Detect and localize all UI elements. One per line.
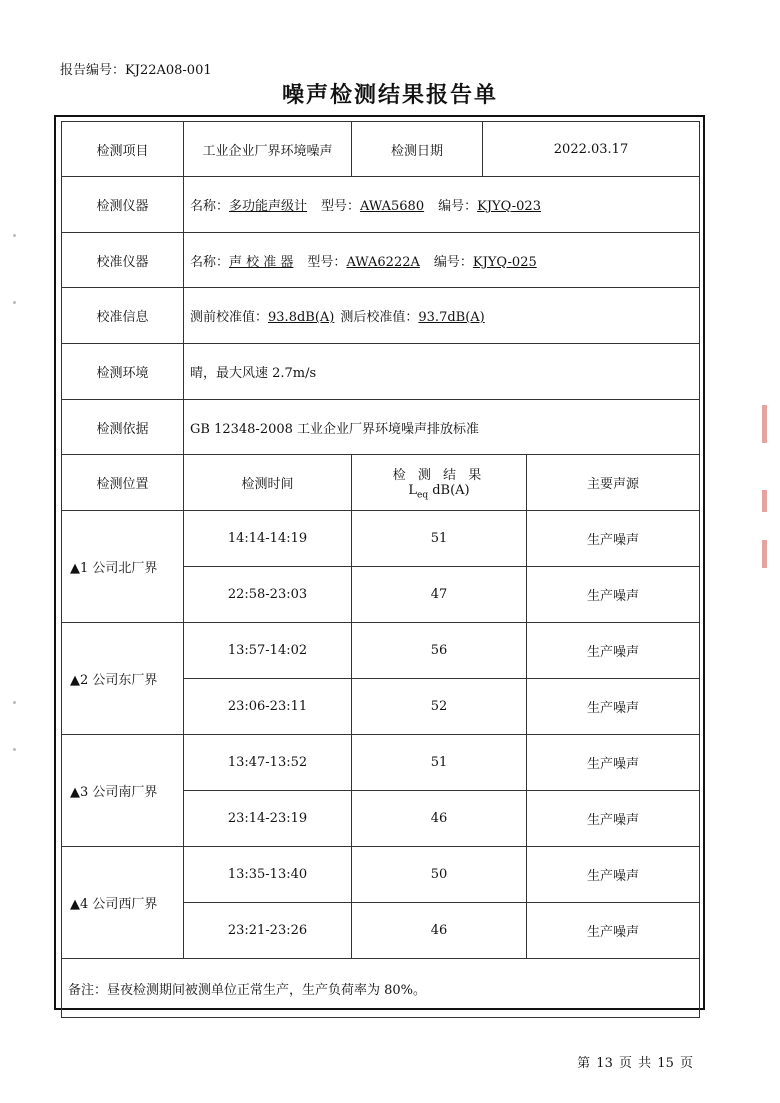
scan-speck xyxy=(13,701,16,704)
page-footer xyxy=(576,1052,694,1071)
cal-before-value: 93.8dB(A) xyxy=(268,310,335,325)
value-cell: 51 xyxy=(352,511,527,567)
col-result-header xyxy=(352,455,527,511)
edge-stamp-mark xyxy=(762,490,767,512)
row-item xyxy=(62,122,700,177)
position-cell: ▲3 公司南厂界 xyxy=(62,735,184,847)
row-basis xyxy=(62,400,700,455)
source-cell: 生产噪声 xyxy=(527,623,700,679)
col-position-header: 检测位置 xyxy=(62,455,184,511)
item-value: 工业企业厂界环境噪声 xyxy=(184,122,352,177)
time-cell: 13:57-14:02 xyxy=(184,623,352,679)
instrument-model-label: 型号： xyxy=(321,199,361,214)
calinfo-label: 校准信息 xyxy=(62,288,184,344)
report-table xyxy=(61,121,700,1018)
calibrator-name: 声 校 准 器 xyxy=(229,254,294,270)
position-cell: ▲2 公司东厂界 xyxy=(62,623,184,735)
scan-speck xyxy=(13,748,16,751)
value-cell: 50 xyxy=(352,847,527,903)
col-result-unit xyxy=(352,483,526,501)
calibrator-label: 校准仪器 xyxy=(62,233,184,288)
calibrator-model: AWA6222A xyxy=(346,254,420,270)
calibrator-id: KJYQ-025 xyxy=(472,254,537,270)
scan-speck xyxy=(13,234,16,237)
time-cell: 14:14-14:19 xyxy=(184,511,352,567)
footer-text-3: 共 xyxy=(638,1056,652,1071)
source-cell: 生产噪声 xyxy=(527,567,700,623)
cal-after-value: 93.7dB(A) xyxy=(418,310,485,325)
calinfo-detail xyxy=(184,288,700,344)
value-cell: 46 xyxy=(352,791,527,847)
instrument-name-label: 名称： xyxy=(190,199,230,214)
table-row xyxy=(62,511,700,567)
source-cell: 生产噪声 xyxy=(527,735,700,791)
row-calibrator xyxy=(62,233,700,288)
scan-speck xyxy=(13,301,16,304)
time-cell: 23:21-23:26 xyxy=(184,903,352,959)
report-number-value: KJ22A08-001 xyxy=(125,63,212,78)
calibrator-detail xyxy=(184,233,700,288)
instrument-label: 检测仪器 xyxy=(62,177,184,233)
date-value: 2022.03.17 xyxy=(483,122,700,177)
row-instrument xyxy=(62,177,700,233)
note-text: 备注：昼夜检测期间被测单位正常生产，生产负荷率为 80%。 xyxy=(62,959,700,1018)
time-cell: 22:58-23:03 xyxy=(184,567,352,623)
source-cell: 生产噪声 xyxy=(527,679,700,735)
value-cell: 52 xyxy=(352,679,527,735)
report-number xyxy=(60,59,212,78)
date-label: 检测日期 xyxy=(352,122,483,177)
report-number-label: 报告编号： xyxy=(60,63,126,78)
edge-stamp-mark xyxy=(762,405,767,443)
time-cell: 23:06-23:11 xyxy=(184,679,352,735)
cal-before-label: 测前校准值： xyxy=(190,310,269,325)
page-number: 13 xyxy=(596,1056,613,1071)
env-label: 检测环境 xyxy=(62,344,184,400)
calibrator-id-label: 编号： xyxy=(433,254,473,270)
page-title: 噪声检测结果报告单 xyxy=(281,82,498,108)
total-pages: 15 xyxy=(657,1056,674,1071)
row-calinfo xyxy=(62,288,700,344)
instrument-id-label: 编号： xyxy=(438,199,478,214)
source-cell: 生产噪声 xyxy=(527,847,700,903)
value-cell: 51 xyxy=(352,735,527,791)
position-cell: ▲1 公司北厂界 xyxy=(62,511,184,623)
instrument-id: KJYQ-023 xyxy=(477,199,541,214)
leq-subscript: eq xyxy=(417,490,429,501)
env-value: 晴，最大风速 2.7m/s xyxy=(184,344,700,400)
value-cell: 46 xyxy=(352,903,527,959)
calibrator-name-label: 名称： xyxy=(190,254,230,270)
footer-text-2: 页 xyxy=(618,1056,632,1071)
results-header-row xyxy=(62,455,700,511)
table-row xyxy=(62,735,700,791)
col-source-header: 主要声源 xyxy=(527,455,700,511)
position-cell: ▲4 公司西厂界 xyxy=(62,847,184,959)
row-environment xyxy=(62,344,700,400)
instrument-detail xyxy=(184,177,700,233)
basis-label: 检测依据 xyxy=(62,400,184,455)
col-time-header: 检测时间 xyxy=(184,455,352,511)
cal-after-label: 测后校准值： xyxy=(340,310,419,325)
table-row xyxy=(62,847,700,903)
time-cell: 13:47-13:52 xyxy=(184,735,352,791)
table-row xyxy=(62,623,700,679)
item-label: 检测项目 xyxy=(62,122,184,177)
footer-text-4: 页 xyxy=(679,1056,693,1071)
basis-value: GB 12348-2008 工业企业厂界环境噪声排放标准 xyxy=(184,400,700,455)
instrument-name: 多功能声级计 xyxy=(229,199,308,214)
value-cell: 56 xyxy=(352,623,527,679)
edge-stamp-mark xyxy=(762,540,767,568)
source-cell: 生产噪声 xyxy=(527,903,700,959)
value-cell: 47 xyxy=(352,567,527,623)
source-cell: 生产噪声 xyxy=(527,511,700,567)
time-cell: 23:14-23:19 xyxy=(184,791,352,847)
time-cell: 13:35-13:40 xyxy=(184,847,352,903)
row-note xyxy=(62,959,700,1018)
col-result-title: 检 测 结 果 xyxy=(392,468,486,484)
calibrator-model-label: 型号： xyxy=(307,254,347,270)
source-cell: 生产噪声 xyxy=(527,791,700,847)
footer-text-1: 第 xyxy=(577,1056,591,1071)
instrument-model: AWA5680 xyxy=(360,199,425,214)
leq-symbol: L xyxy=(408,483,417,499)
leq-unit: dB(A) xyxy=(428,483,470,499)
